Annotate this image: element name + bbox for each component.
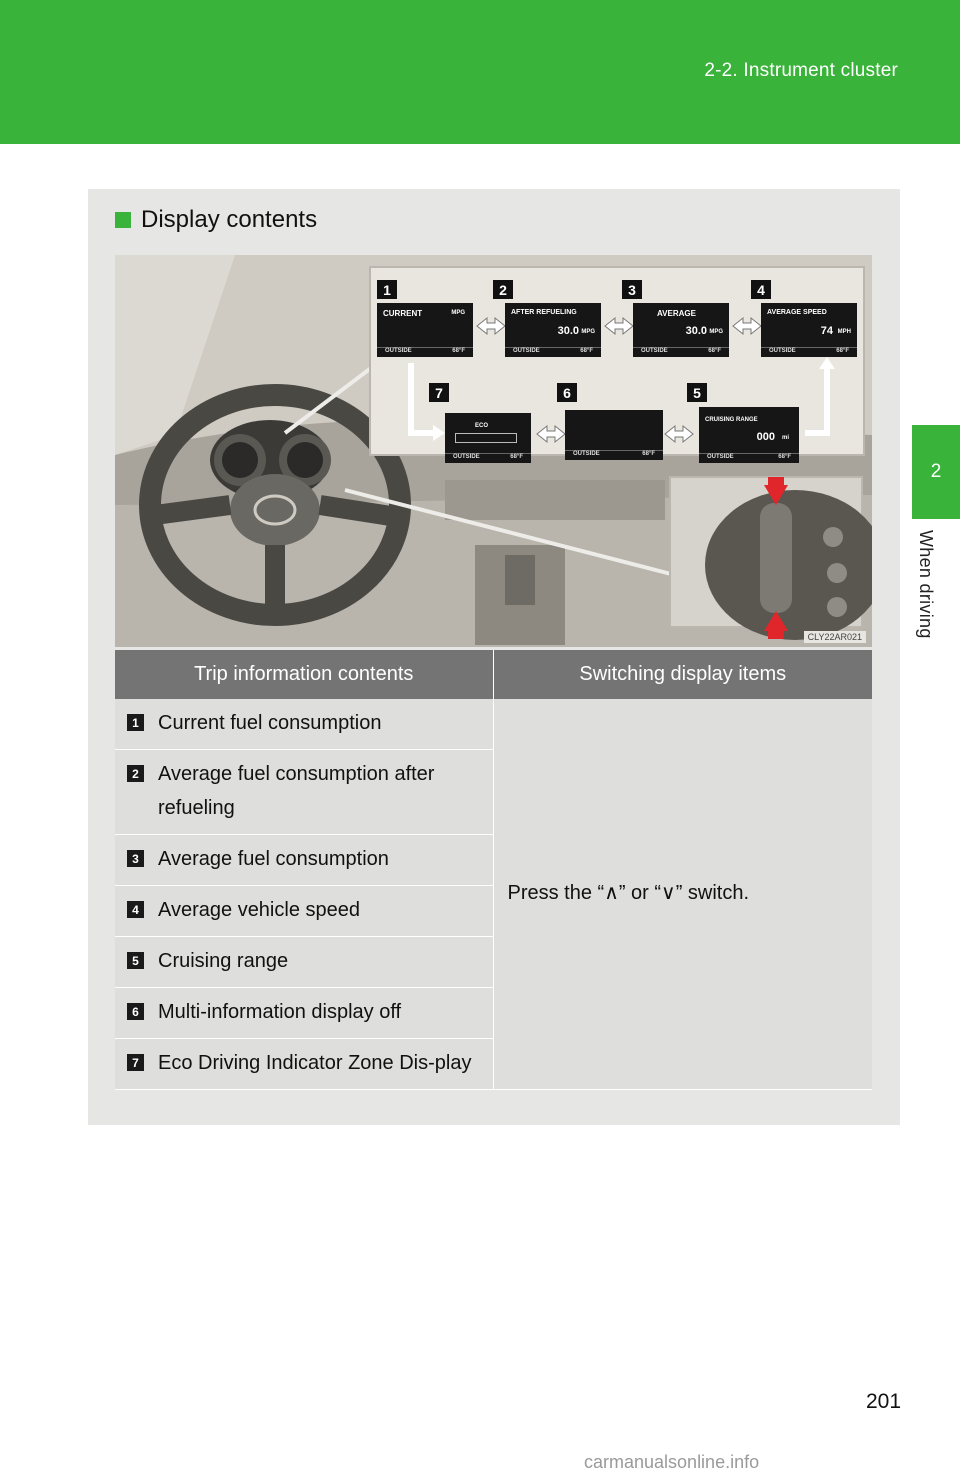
- screen-value: 000: [756, 431, 775, 443]
- table-row: [115, 699, 872, 750]
- screen-label: CRUISING RANGE: [705, 417, 758, 423]
- table-cell: [115, 750, 493, 835]
- eco-zone-bar: [455, 433, 517, 443]
- figure-number-2: 2: [493, 280, 513, 299]
- table-cell: [115, 1039, 493, 1090]
- table-cell: [115, 937, 493, 988]
- row-text: Average fuel consumption after refueling: [158, 763, 435, 819]
- figure-number-5: 5: [687, 383, 707, 402]
- number-5-icon: 5: [127, 952, 144, 969]
- screen-label: AFTER REFUELING: [511, 309, 577, 316]
- screen-current: [377, 303, 473, 357]
- switch-instruction: Press the “∧” or “∨” switch.: [493, 699, 872, 1090]
- figure-number-3: 3: [622, 280, 642, 299]
- screen-footer: [505, 347, 601, 357]
- header-switching: Switching display items: [493, 650, 872, 699]
- figure-number-6: 6: [557, 383, 577, 402]
- screen-average: [633, 303, 729, 357]
- number-7-icon: 7: [127, 1054, 144, 1071]
- screen-footer: [565, 450, 663, 460]
- outside-temp: 68°F: [452, 348, 465, 354]
- outside-label: OUTSIDE: [573, 451, 600, 457]
- figure-code: CLY22AR021: [804, 631, 866, 643]
- screen-footer: [377, 347, 473, 357]
- outside-label: OUTSIDE: [513, 348, 540, 354]
- outside-temp: 68°F: [510, 454, 523, 460]
- chapter-tab: 2: [912, 425, 960, 519]
- outside-temp: 68°F: [642, 451, 655, 457]
- table-cell: [115, 835, 493, 886]
- screen-unit: MPG: [709, 329, 723, 335]
- section-title: 2-2. Instrument cluster: [704, 60, 898, 81]
- table-cell: [115, 886, 493, 937]
- screen-footer: [699, 453, 799, 463]
- screen-cruising-range: [699, 407, 799, 463]
- outside-label: OUTSIDE: [769, 348, 796, 354]
- footer-watermark: carmanualsonline.info: [584, 1452, 760, 1472]
- outside-label: OUTSIDE: [641, 348, 668, 354]
- screen-label: AVERAGE: [657, 309, 696, 318]
- outside-label: OUTSIDE: [707, 454, 734, 460]
- outside-temp: 68°F: [836, 348, 849, 354]
- outside-temp: 68°F: [778, 454, 791, 460]
- screen-display-off: [565, 410, 663, 460]
- figure-number-1: 1: [377, 280, 397, 299]
- row-text: Cruising range: [158, 950, 289, 972]
- outside-temp: 68°F: [708, 348, 721, 354]
- outside-temp: 68°F: [580, 348, 593, 354]
- square-bullet-icon: [115, 212, 131, 228]
- number-1-icon: 1: [127, 714, 144, 731]
- screen-label: ECO: [475, 423, 489, 429]
- row-text: Eco Driving Indicator Zone Dis-play: [158, 1052, 472, 1074]
- header-trip-info: Trip information contents: [115, 650, 493, 699]
- row-text: Multi-information display off: [158, 1001, 402, 1023]
- outside-label: OUTSIDE: [385, 348, 412, 354]
- page-number: 201: [866, 1390, 902, 1413]
- figure-number-4: 4: [751, 280, 771, 299]
- panel-heading: [115, 206, 317, 234]
- screen-footer: [761, 347, 857, 357]
- screen-footer: [445, 453, 531, 463]
- figure-number-7: 7: [429, 383, 449, 402]
- screen-value: 30.0: [557, 325, 579, 337]
- screen-label: AVERAGE SPEED: [767, 309, 827, 316]
- screen-label: CURRENT: [383, 309, 423, 318]
- table-header-row: [115, 650, 872, 699]
- number-2-icon: 2: [127, 765, 144, 782]
- screen-average-speed: [761, 303, 857, 357]
- row-text: Current fuel consumption: [158, 712, 382, 734]
- screen-unit: mi: [781, 435, 789, 441]
- chapter-label: When driving: [916, 530, 936, 639]
- trip-info-table: [115, 650, 872, 1090]
- screen-unit: MPH: [837, 329, 851, 335]
- screen-unit: MPG: [581, 329, 595, 335]
- row-text: Average fuel consumption: [158, 848, 389, 870]
- screen-value: 30.0: [685, 325, 707, 337]
- number-6-icon: 6: [127, 1003, 144, 1020]
- screen-eco: [445, 413, 531, 463]
- screen-value: 74: [820, 325, 833, 337]
- screen-footer: [633, 347, 729, 357]
- panel-heading-text: Display contents: [141, 206, 318, 233]
- dashboard-illustration: [115, 255, 872, 647]
- row-text: Average vehicle speed: [158, 899, 360, 921]
- number-3-icon: 3: [127, 850, 144, 867]
- screen-after-refueling: [505, 303, 601, 357]
- table-cell: [115, 699, 493, 750]
- number-4-icon: 4: [127, 901, 144, 918]
- table-cell: [115, 988, 493, 1039]
- outside-label: OUTSIDE: [453, 454, 480, 460]
- screen-unit: MPG: [451, 310, 465, 316]
